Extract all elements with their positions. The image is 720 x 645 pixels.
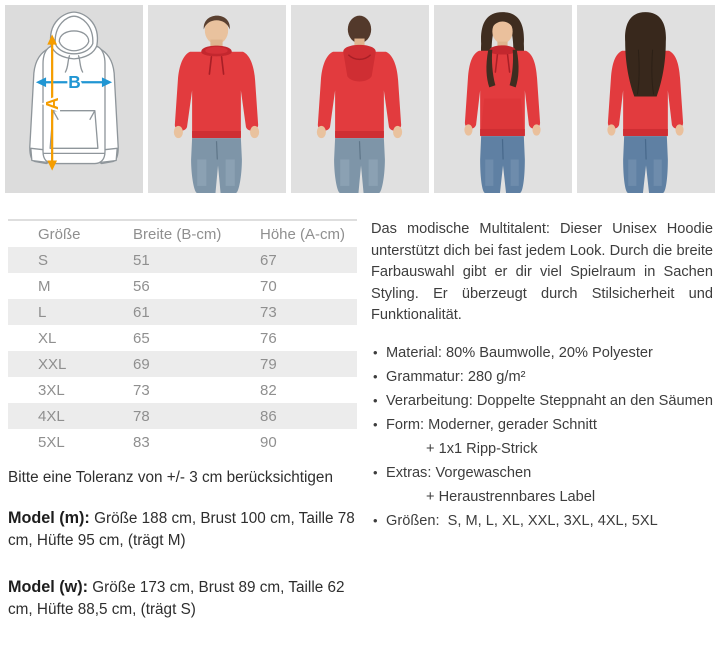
col-header-groesse: Größe — [38, 225, 81, 243]
measurement-notes — [8, 468, 366, 645]
model-m-label: Model (m): — [8, 509, 90, 527]
model-w-text: Größe 173 cm, Brust 89 cm, Taille 62 cm, Hüfte 88,5 cm, (trägt S) — [8, 579, 345, 618]
table-row: M 56 70 — [8, 273, 357, 299]
table-row: 4XL 78 86 — [8, 403, 357, 429]
model-m-note — [8, 507, 366, 552]
model-w-note — [8, 576, 366, 621]
table-row: 5XL 83 90 — [8, 429, 357, 455]
table-row: XL 65 76 — [8, 325, 357, 351]
spec-item-groessen: • Größen: S, M, L, XL, XXL, 3XL, 4XL, 5XL — [371, 509, 713, 533]
spec-list — [371, 341, 713, 533]
spec-item-extras: • Extras: Vorgewaschen + Heraustrennbares Label — [371, 461, 713, 509]
photo-male-back — [291, 5, 429, 193]
spec-item-grammatur: • Grammatur: 280 g/m² — [371, 365, 713, 389]
table-row: XXL 69 79 — [8, 351, 357, 377]
product-gallery — [0, 0, 720, 193]
spec-item-material: • Material: 80% Baumwolle, 20% Polyester — [371, 341, 713, 365]
female-back-figure — [577, 5, 715, 193]
photo-female-back — [577, 5, 715, 193]
hoodie-measurement-diagram — [5, 5, 143, 193]
table-row: 3XL 73 82 — [8, 377, 357, 403]
table-row: S 51 67 — [8, 247, 357, 273]
model-m-text: Größe 188 cm, Brust 100 cm, Taille 78 cm, Hüfte 95 cm, (trägt M) — [8, 510, 355, 549]
photo-female-front — [434, 5, 572, 193]
male-back-figure — [291, 5, 429, 193]
size-diagram-panel — [5, 5, 143, 193]
female-front-figure — [434, 5, 572, 193]
col-header-breite: Breite (B-cm) — [133, 225, 222, 243]
male-front-figure — [148, 5, 286, 193]
size-table — [8, 219, 357, 455]
height-label: A — [42, 97, 63, 110]
description-intro: Das modische Multitalent: Dieser Unisex Hoodie unterstützt dich bei fast jedem Look. Durch die breite Farbauswahl gibt er dir viel Spielraum in Sachen Styling. Er überzeugt durch Stilsicherheit und Funktionalität. — [371, 221, 713, 323]
model-w-label: Model (w): — [8, 578, 89, 596]
size-table-header-row — [8, 220, 357, 247]
width-label: B — [68, 72, 81, 93]
product-description — [371, 219, 713, 533]
photo-male-front — [148, 5, 286, 193]
col-header-hoehe: Höhe (A-cm) — [260, 225, 346, 243]
tolerance-note: Bitte eine Toleranz von +/- 3 cm berücksichtigen — [8, 469, 333, 486]
table-row: L 61 73 — [8, 299, 357, 325]
spec-item-verarbeitung: • Verarbeitung: Doppelte Steppnaht an den Säumen — [371, 389, 713, 413]
spec-item-form: • Form: Moderner, gerader Schnitt + 1x1 Ripp-Strick — [371, 413, 713, 461]
